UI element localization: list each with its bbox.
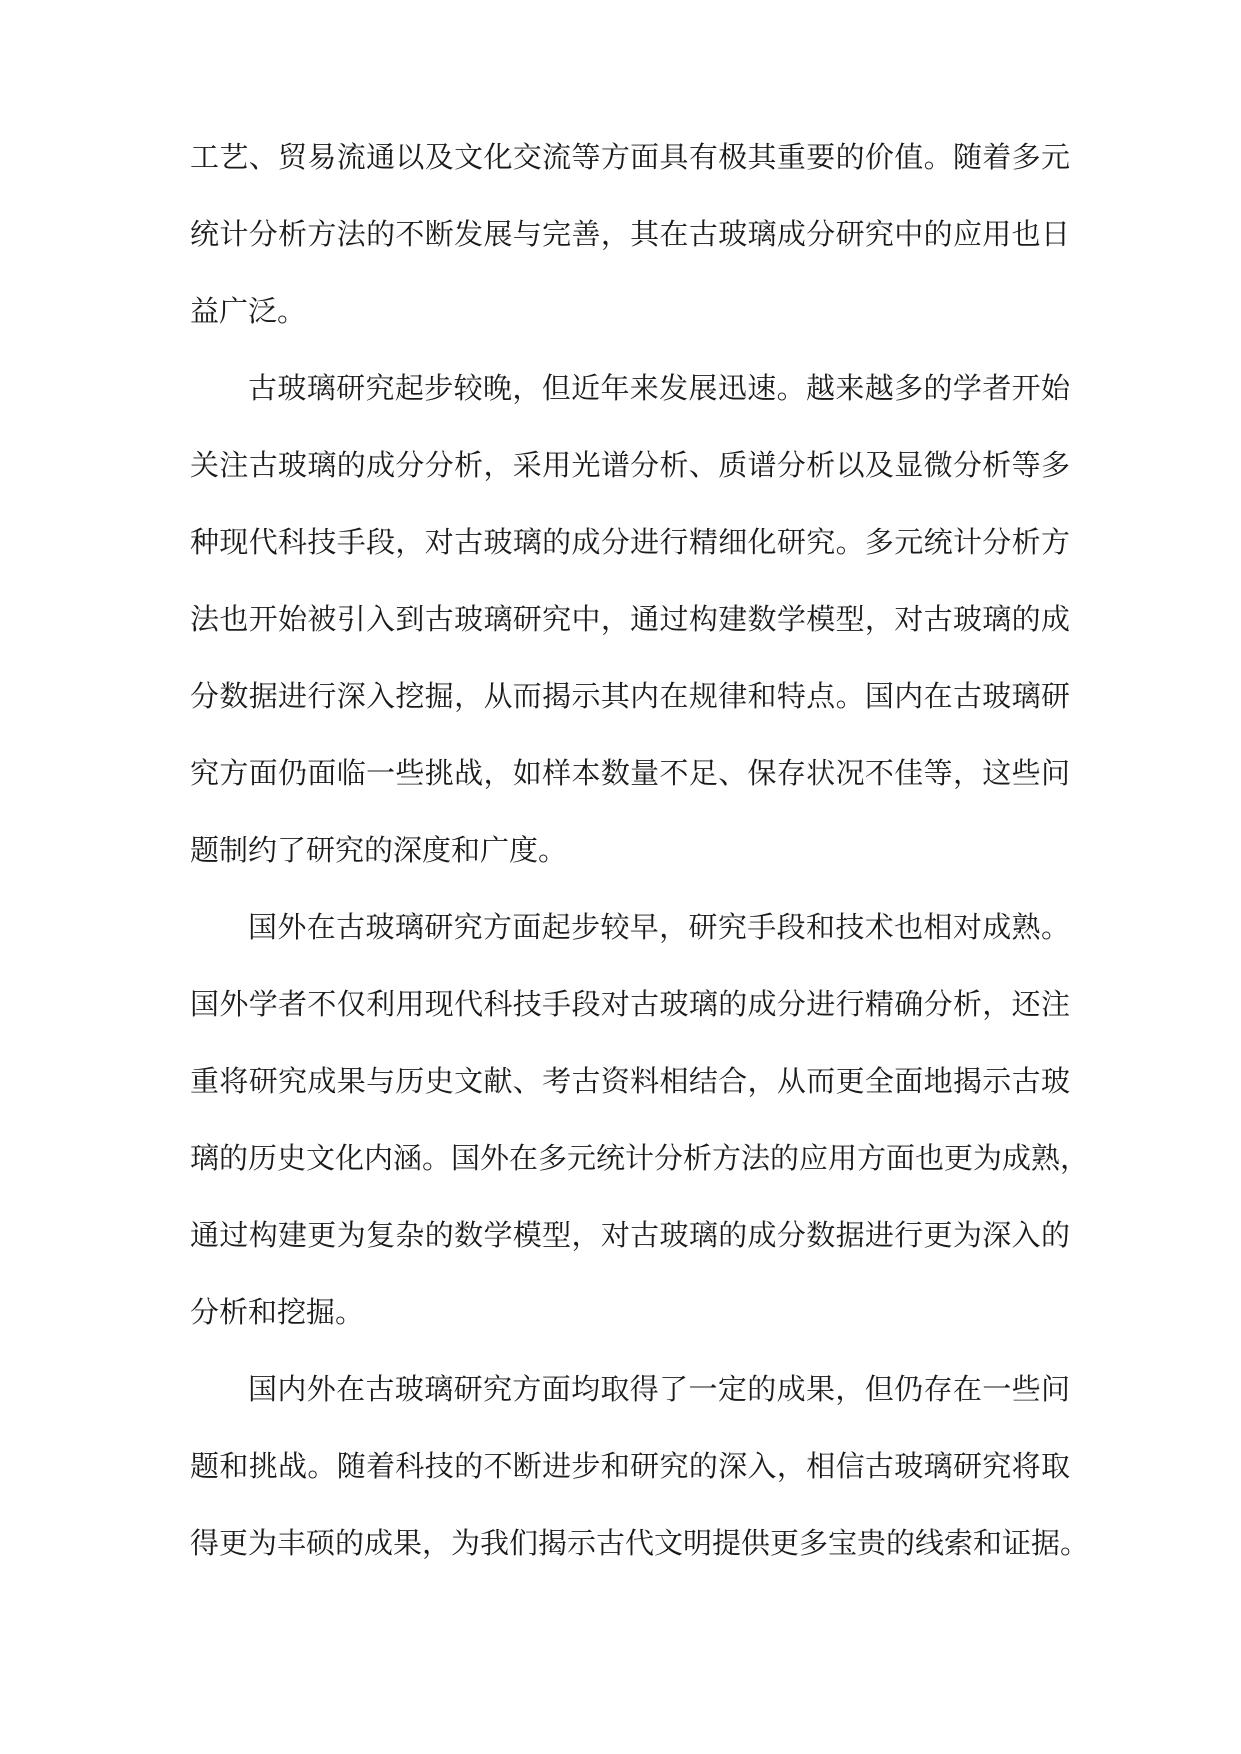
paragraph-line: 关注古玻璃的成分分析，采用光谱分析、质谱分析以及显微分析等多 (190, 448, 1070, 482)
paragraph-line: 种现代科技手段，对古玻璃的成分进行精细化研究。多元统计分析方 (190, 525, 1070, 559)
paragraph-line: 益广泛。 (190, 294, 307, 328)
paragraph-line: 究方面仍面临一些挑战，如样本数量不足、保存状况不佳等，这些问 (190, 756, 1070, 790)
paragraph-line: 法也开始被引入到古玻璃研究中，通过构建数学模型，对古玻璃的成 (190, 602, 1070, 636)
paragraph-line: 题和挑战。随着科技的不断进步和研究的深入，相信古玻璃研究将取 (190, 1449, 1070, 1483)
paragraph-line: 分析和挖掘。 (190, 1295, 365, 1329)
paragraph-line: 国内外在古玻璃研究方面均取得了一定的成果，但仍存在一些问 (248, 1372, 1070, 1406)
paragraph-line: 题制约了研究的深度和广度。 (190, 833, 568, 867)
paragraph-line: 重将研究成果与历史文献、考古资料相结合，从而更全面地揭示古玻 (190, 1064, 1070, 1098)
paragraph-line: 国外学者不仅利用现代科技手段对古玻璃的成分进行精确分析，还注 (190, 987, 1070, 1021)
paragraph-line: 通过构建更为复杂的数学模型，对古玻璃的成分数据进行更为深入的 (190, 1218, 1070, 1252)
paragraph-line: 工艺、贸易流通以及文化交流等方面具有极其重要的价值。随着多元 (190, 140, 1070, 174)
paragraph-line: 统计分析方法的不断发展与完善，其在古玻璃成分研究中的应用也日 (190, 217, 1070, 251)
paragraph-line: 国外在古玻璃研究方面起步较早，研究手段和技术也相对成熟。 (248, 910, 1070, 944)
paragraph-line: 得更为丰硕的成果，为我们揭示古代文明提供更多宝贵的线索和证据。 (190, 1526, 1090, 1560)
paragraph-line: 分数据进行深入挖掘，从而揭示其内在规律和特点。国内在古玻璃研 (190, 679, 1070, 713)
paragraph-line: 古玻璃研究起步较晚，但近年来发展迅速。越来越多的学者开始 (248, 371, 1070, 405)
paragraph-line: 璃的历史文化内涵。国外在多元统计分析方法的应用方面也更为成熟， (190, 1141, 1090, 1175)
